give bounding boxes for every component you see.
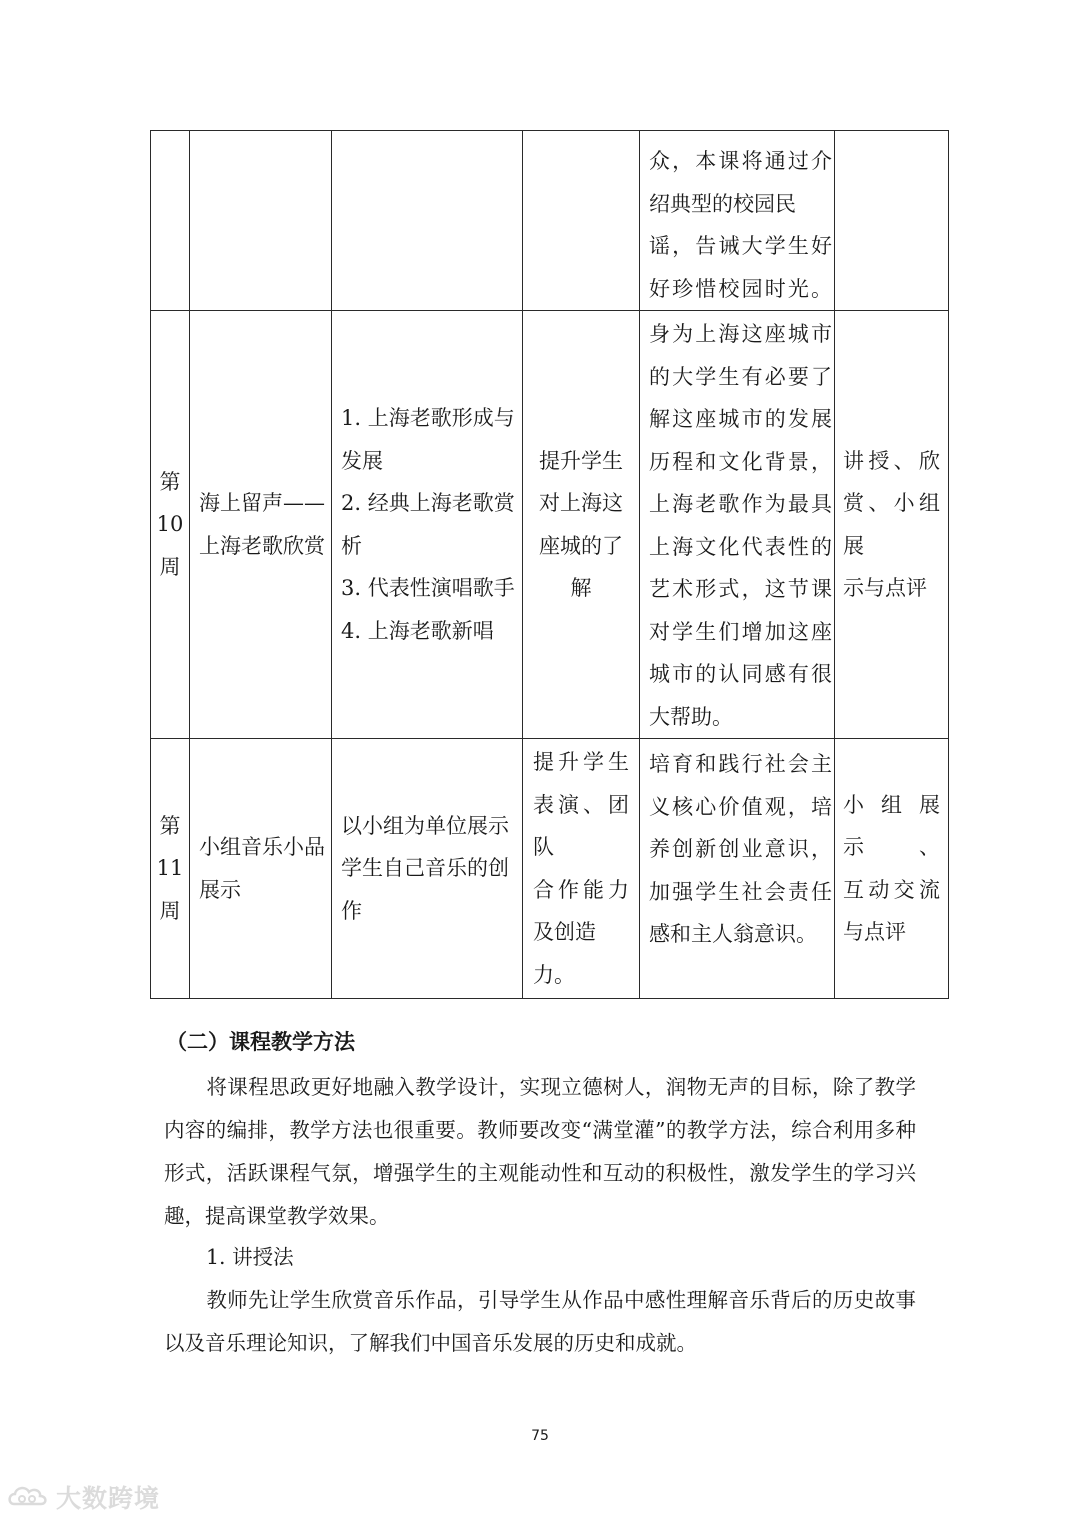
paragraph-lecture: [164, 1279, 916, 1365]
cell-line: 谣，告诫大学生好: [649, 234, 832, 258]
title-cell: [190, 739, 332, 999]
cell-line: 周: [159, 898, 181, 923]
cell-line: 上海文化代表性的: [649, 534, 832, 559]
cell-line: 上海老歌欣赏: [199, 533, 325, 558]
cell-line: 上海老歌作为最具: [649, 492, 832, 516]
week-cell: [151, 311, 190, 739]
cell-line: 艺术形式，这节课: [649, 577, 832, 601]
page-number: 75: [531, 1428, 549, 1444]
cell-line: 海上留声——: [199, 491, 325, 515]
paragraph-text: 教师先让学生欣赏音乐作品，引导学生从作品中感性理解音乐背后的历史故事以及音乐理论知识，了解我们中国音乐发展的历史和成就。: [164, 1288, 916, 1355]
cell-line: 小组展示、: [843, 792, 940, 859]
cell-line: 周: [159, 554, 181, 579]
cell-line: 城市的认同感有很: [649, 662, 832, 686]
method-cell: [835, 739, 949, 999]
table-row: [151, 131, 949, 311]
table-row: [151, 311, 949, 739]
cell-line: 提升学生: [533, 750, 629, 774]
cell-line: 及创造力。: [533, 920, 596, 987]
title-cell: [190, 131, 332, 311]
goal-cell: [523, 131, 640, 311]
cell-line: 1. 上海老歌形成与: [341, 406, 515, 430]
method-cell: [835, 131, 949, 311]
cell-line: 座城的了: [539, 533, 623, 558]
cell-line: 以小组为单位展示: [341, 813, 509, 838]
cell-line: 对学生们增加这座: [649, 619, 832, 644]
method-cell: [835, 311, 949, 739]
cell-line: 解: [570, 576, 592, 600]
cell-line: 展示: [199, 877, 241, 902]
watermark-text: 大数跨境: [56, 1484, 161, 1513]
paragraph-text: 将课程思政更好地融入教学设计，实现立德树人，润物无声的目标，除了教学内容的编排，教学方法也很重要。教师要改变“满堂灌”的教学方法，综合利用多种形式，活跃课程气氛，增强学生的主观能动性和互动的积极性，激发学生的学习兴趣，提高课堂教学效果。: [164, 1075, 916, 1228]
ideology-cell: [640, 311, 835, 739]
title-cell: [190, 311, 332, 739]
cell-line: 养创新创业意识，: [649, 837, 832, 861]
cell-line: 学生自己音乐的创: [341, 856, 509, 881]
table-row: [151, 739, 949, 999]
cell-line: 10: [156, 512, 184, 537]
cell-line: 加强学生社会责任: [649, 879, 832, 904]
item-label: 1. 讲授法: [206, 1245, 294, 1269]
content-cell: [332, 131, 523, 311]
cell-line: 合作能力: [533, 877, 629, 902]
cell-line: 好珍惜校园时光。: [649, 276, 832, 301]
cell-line: 互动交流: [843, 877, 940, 902]
course-schedule-table: [150, 130, 949, 999]
cell-line: 历程和文化背景，: [649, 449, 832, 474]
section-heading: （二）课程教学方法: [166, 1030, 355, 1054]
cell-line: 4. 上海老歌新唱: [341, 618, 494, 643]
watermark: [6, 1477, 160, 1517]
cell-line: 绍典型的校园民: [649, 191, 796, 216]
cell-line: 义核心价值观，培: [649, 794, 832, 819]
cell-line: 小组音乐小品: [199, 835, 325, 859]
cell-line: 析: [341, 533, 362, 558]
cell-line: 3. 代表性演唱歌手: [341, 576, 515, 600]
content-cell: [332, 739, 523, 999]
cell-line: 对上海这: [539, 491, 623, 515]
cell-line: 示与点评: [843, 576, 927, 600]
ideology-cell: [640, 131, 835, 311]
cell-line: 赏、小组展: [843, 491, 940, 558]
cell-line: 的大学生有必要了: [649, 364, 832, 389]
week-cell: [151, 131, 190, 311]
cell-line: 讲授、欣: [843, 448, 940, 473]
content-cell: [332, 311, 523, 739]
cell-line: 表演、团队: [533, 792, 629, 859]
cloud-logo-icon: [6, 1482, 50, 1512]
goal-cell: [523, 311, 640, 739]
cell-line: 解这座城市的发展: [649, 407, 832, 431]
goal-cell: [523, 739, 640, 999]
cell-line: 提升学生: [539, 448, 623, 473]
paragraph-intro: [164, 1066, 916, 1238]
cell-line: 感和主人翁意识。: [649, 922, 817, 946]
cell-line: 培育和践行社会主: [649, 752, 832, 776]
list-item-heading: [164, 1236, 916, 1279]
cell-line: 作: [341, 898, 362, 923]
cell-line: 发展: [341, 448, 383, 473]
cell-line: 11: [156, 856, 184, 881]
cell-line: 第: [159, 813, 181, 838]
cell-line: 身为上海这座城市: [649, 322, 832, 346]
cell-line: 2. 经典上海老歌赏: [341, 491, 515, 515]
ideology-cell: [640, 739, 835, 999]
cell-line: 众，本课将通过介: [649, 149, 832, 173]
cell-line: 第: [159, 469, 181, 494]
cell-line: 与点评: [843, 920, 906, 944]
week-cell: [151, 739, 190, 999]
cell-line: 大帮助。: [649, 704, 733, 729]
